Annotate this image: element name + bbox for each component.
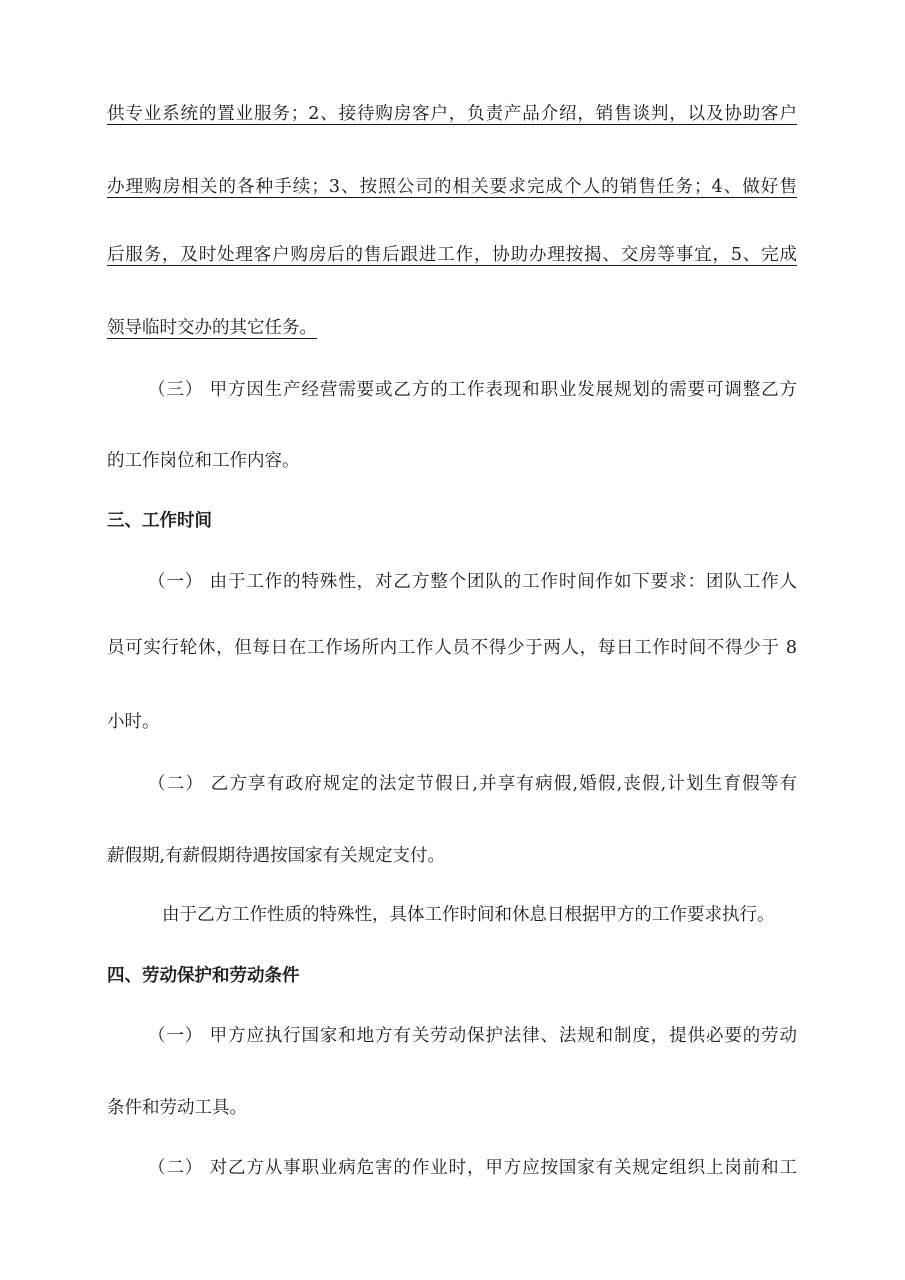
paragraph-line: （一） 甲方应执行国家和地方有关劳动保护法律、法规和制度，提供必要的劳动	[148, 1026, 797, 1046]
section-heading: 三、工作时间	[107, 511, 212, 531]
section-heading: 四、劳动保护和劳动条件	[107, 966, 300, 986]
paragraph-line: 员可实行轮休，但每日在工作场所内工作人员不得少于两人，每日工作时间不得少于 8	[107, 638, 797, 658]
paragraph-line: 条件和劳动工具。	[107, 1098, 247, 1118]
paragraph-line: 薪假期,有薪假期待遇按国家有关规定支付。	[107, 846, 446, 866]
paragraph-line: （二） 对乙方从事职业病危害的作业时，甲方应按国家有关规定组织上岗前和工	[148, 1158, 797, 1178]
paragraph-line: 的工作岗位和工作内容。	[107, 451, 300, 471]
paragraph-line: （三） 甲方因生产经营需要或乙方的工作表现和职业发展规划的需要可调整乙方	[148, 380, 797, 400]
paragraph-line: 由于乙方工作性质的特殊性，具体工作时间和休息日根据甲方的工作要求执行。	[162, 905, 775, 925]
paragraph-line: 领导临时交办的其它任务。	[107, 318, 317, 338]
paragraph-line: （二） 乙方享有政府规定的法定节假日,并享有病假,婚假,丧假,计划生育假等有	[148, 774, 797, 794]
paragraph-line: 小时。	[107, 712, 160, 732]
paragraph-line: 后服务，及时处理客户购房后的售后跟进工作，协助办理按揭、交房等事宜，5、完成	[107, 245, 797, 265]
paragraph-line: 办理购房相关的各种手续；3、按照公司的相关要求完成个人的销售任务；4、做好售	[107, 177, 797, 197]
paragraph-line: （一） 由于工作的特殊性，对乙方整个团队的工作时间作如下要求：团队工作人	[148, 572, 797, 592]
paragraph-line: 供专业系统的置业服务；2、接待购房客户，负责产品介绍，销售谈判，以及协助客户	[107, 104, 797, 124]
